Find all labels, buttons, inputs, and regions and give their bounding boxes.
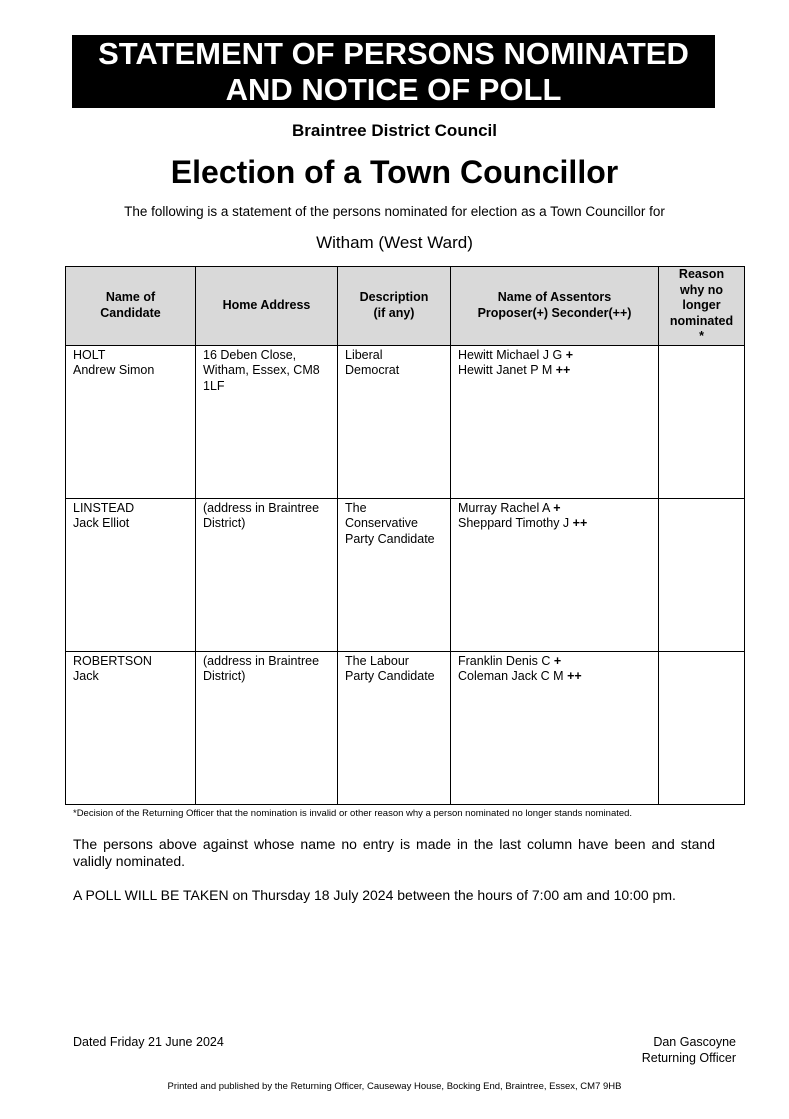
header-description: Description (if any) — [338, 267, 451, 346]
reason-cell — [659, 498, 745, 651]
header-assentors: Name of Assentors Proposer(+) Seconder(++) — [451, 267, 659, 346]
table-row — [66, 498, 745, 651]
description-cell: The Conservative Party Candidate — [338, 498, 451, 651]
header-candidate-name: Name of Candidate — [66, 267, 196, 346]
seconder-mark: ++ — [555, 363, 571, 377]
assentors-cell — [451, 498, 659, 651]
assentors-cell — [451, 651, 659, 804]
candidates-table — [65, 266, 745, 805]
seconder: Coleman Jack C M ++ — [458, 669, 582, 683]
home-address-cell: (address in Braintree District) — [196, 498, 338, 651]
poll-notice: A POLL WILL BE TAKEN on Thursday 18 July 2024 between the hours of 7:00 am and 10:00 pm. — [73, 887, 676, 903]
officer-title: Returning Officer — [641, 1050, 736, 1065]
candidate-forenames: Jack — [73, 669, 99, 683]
proposer-mark: + — [565, 347, 573, 362]
header-home-address: Home Address — [196, 267, 338, 346]
description-cell: Liberal Democrat — [338, 345, 451, 498]
validity-statement: The persons above against whose name no entry is made in the last column have been and stand validly nominated. — [73, 836, 715, 869]
ward-name: Witham (West Ward) — [316, 233, 473, 252]
returning-officer-signoff — [642, 1035, 736, 1066]
description-cell: The Labour Party Candidate — [338, 651, 451, 804]
proposer: Hewitt Michael J G + — [458, 347, 573, 362]
seconder-mark: ++ — [572, 516, 588, 530]
proposer: Murray Rachel A + — [458, 500, 561, 515]
candidate-forenames: Jack Elliot — [73, 516, 130, 530]
council-name: Braintree District Council — [292, 121, 497, 140]
table-row — [66, 651, 745, 804]
seconder: Hewitt Janet P M ++ — [458, 363, 571, 377]
table-row — [66, 345, 745, 498]
candidate-name-cell — [66, 651, 196, 804]
printer-imprint: Printed and published by the Returning Officer, Causeway House, Bocking End, Braintree, Essex, CM7 9HB — [167, 1081, 622, 1092]
table-footnote: *Decision of the Returning Officer that the nomination is invalid or other reason why a person nominated no longer stands nominated. — [73, 808, 633, 819]
election-title: Election of a Town Councillor — [170, 154, 619, 190]
home-address-cell: (address in Braintree District) — [196, 651, 338, 804]
candidate-surname: HOLT — [73, 347, 106, 362]
header-reason: Reason why no longer nominated * — [659, 267, 745, 346]
seconder-mark: ++ — [567, 669, 582, 683]
reason-cell — [659, 651, 745, 804]
proposer-mark: + — [553, 500, 561, 515]
candidate-forenames: Andrew Simon — [73, 363, 155, 377]
dated-line: Dated Friday 21 June 2024 — [73, 1035, 224, 1049]
proposer-mark: + — [553, 653, 562, 668]
intro-text: The following is a statement of the persons nominated for election as a Town Councillor for — [124, 204, 665, 219]
banner-title-line-1: STATEMENT OF PERSONS NOMINATED — [98, 36, 689, 71]
candidate-surname: ROBERTSON — [73, 653, 152, 668]
candidate-name-cell — [66, 345, 196, 498]
candidate-name-cell — [66, 498, 196, 651]
reason-cell — [659, 345, 745, 498]
assentors-cell — [451, 345, 659, 498]
officer-name: Dan Gascoyne — [653, 1035, 736, 1049]
banner-title-line-2: AND NOTICE OF POLL — [225, 72, 562, 107]
notice-banner — [72, 35, 715, 108]
proposer: Franklin Denis C + — [458, 653, 562, 668]
table-header-row — [66, 267, 745, 346]
candidate-surname: LINSTEAD — [73, 500, 135, 515]
home-address-cell: 16 Deben Close, Witham, Essex, CM8 1LF — [196, 345, 338, 498]
seconder: Sheppard Timothy J ++ — [458, 516, 588, 530]
